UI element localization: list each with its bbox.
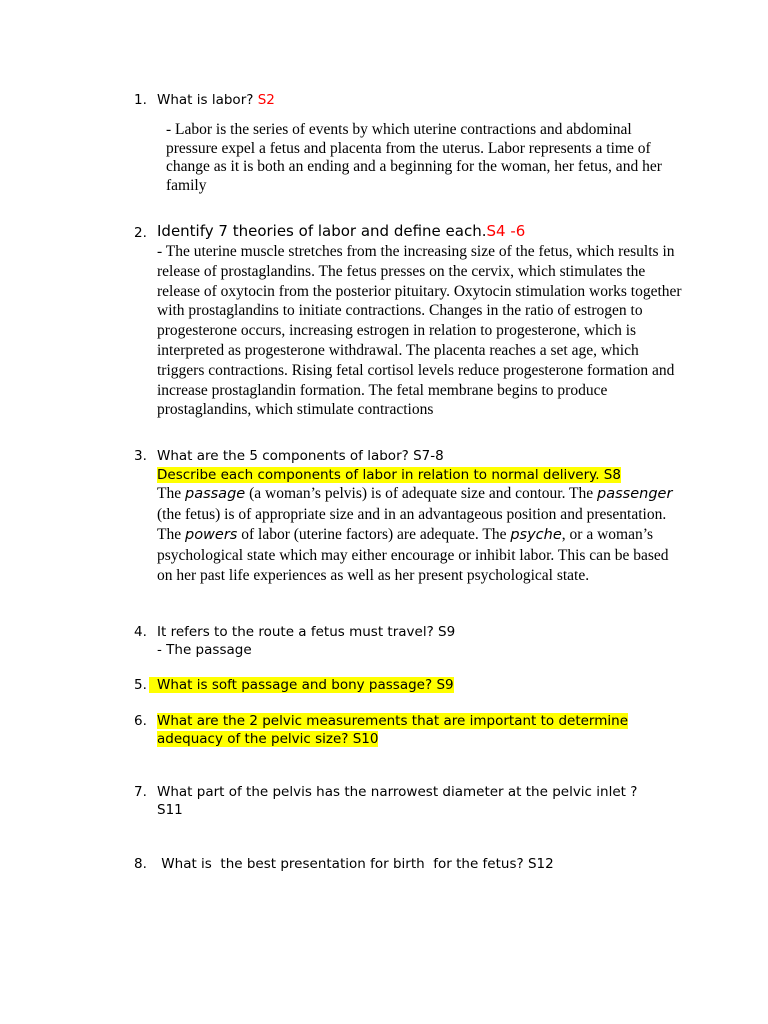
term-passage: passage (184, 486, 246, 502)
question-text: What is the best presentation for birth for the fetus? S12 (157, 856, 554, 872)
item-number: 6. (134, 713, 147, 729)
question-text (157, 447, 697, 465)
slide-reference: S4 -6 (486, 222, 526, 240)
highlighted-instruction (157, 466, 697, 484)
answer-text: - Labor is the series of events by which uterine contractions and abdominal pressure expel a fetus and placenta from the uterus. Labor represents a time of change as it is both an ending and a beginning for the woman, her fetus, and her family (166, 121, 662, 194)
highlight-text: What is soft passage and bony passage? S9 (149, 677, 454, 693)
question-text (157, 222, 697, 240)
question-label: Identify 7 theories of labor and define each. (157, 222, 487, 240)
question-label: What is labor? (157, 92, 254, 108)
question-text: It refers to the route a fetus must travel? S9 (157, 624, 456, 640)
item-number: 8. (134, 856, 147, 872)
term-powers: powers (184, 527, 238, 543)
question-label: What are the 5 components of labor? S7-8 (157, 448, 444, 464)
item-number: 7. (134, 784, 147, 800)
item-number: 3. (134, 448, 147, 464)
highlight-text: What are the 2 pelvic measurements that are important to determine adequacy of the pelvic size? S10 (157, 713, 629, 747)
answer-text (157, 484, 687, 587)
answer-segment: of labor (uterine factors) are adequate. The (237, 526, 511, 543)
slide-reference: S2 (257, 92, 275, 108)
item-number: 1. (134, 92, 147, 108)
highlight-text: Describe each components of labor in relation to normal delivery. S8 (157, 467, 621, 483)
term-passenger: passenger (597, 486, 673, 502)
question-text (149, 712, 657, 748)
item-number: 2. (134, 225, 147, 241)
question-text: What part of the pelvis has the narrowest diameter at the pelvic inlet ? S11 (157, 784, 638, 818)
answer-segment: The (157, 485, 185, 502)
answer-text: - The passage (157, 642, 252, 658)
answer-segment: (a woman’s pelvis) is of adequate size and contour. The (245, 485, 598, 502)
term-psyche: psyche (510, 527, 562, 543)
answer-segment: (the fetus) is of appropriate size and in an advantageous position and presentation. The (157, 505, 667, 543)
question-text (149, 676, 689, 694)
question-text (157, 91, 697, 109)
answer-text: - The uterine muscle stretches from the increasing size of the fetus, which results in release of prostaglandins. The fetus presses on the cervix, which stimulates the release of oxytocin from the posterior pituitary. Oxytocin stimulation works together with prostaglandins to initiate contractions. Changes in the ratio of estrogen to progesterone occurs, increasing estrogen in relation to progesterone, which is interpreted as progesterone withdrawal. The placenta reaches a set age, which triggers contractions. Rising fetal cortisol levels reduce progesterone formation and increase prostaglandin formation. The fetal membrane begins to produce prostaglandins, which stimulate contractions (157, 243, 682, 419)
item-number: 4. (134, 624, 147, 640)
item-number: 5. (134, 677, 147, 693)
answer-segment: , or a woman’s psychological state which may either encourage or inhibit labor. This can be based on her past life experiences as well as her present psychological state. (157, 526, 669, 584)
